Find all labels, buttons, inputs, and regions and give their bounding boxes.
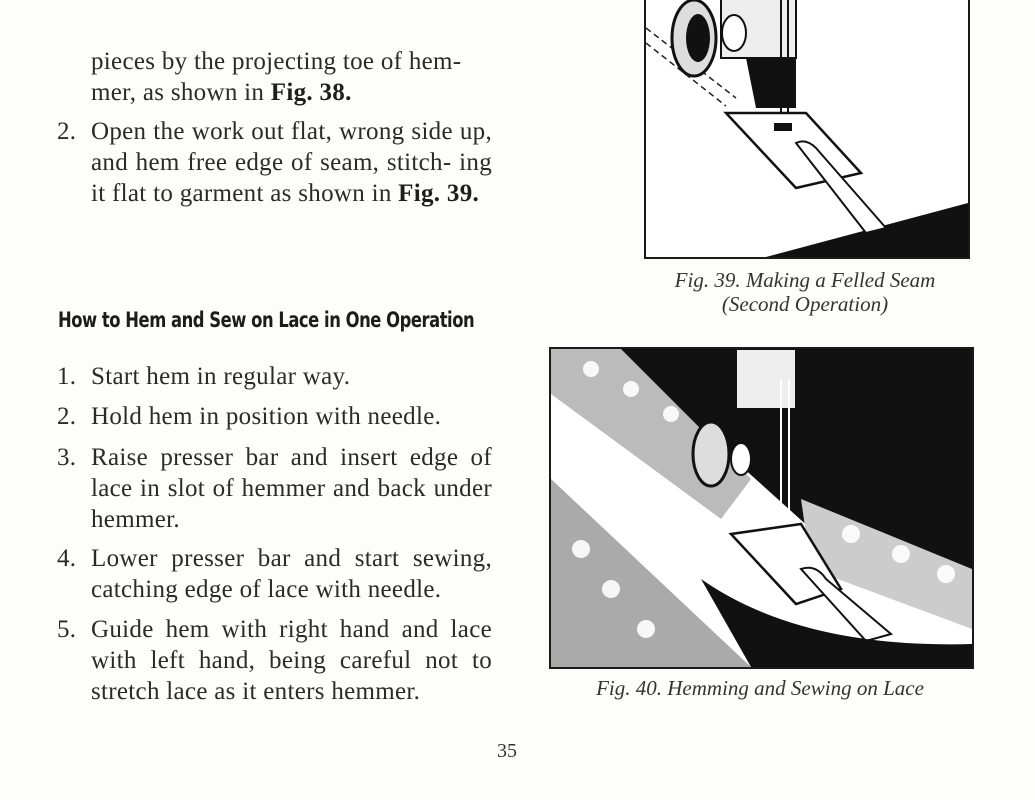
lace-step-4: 4. Lower presser bar and start sewing, catching edge of lace with needle. (57, 545, 492, 603)
section-heading: How to Hem and Sew on Lace in One Operation (58, 308, 475, 332)
felled-seam-step-2: 2. Open the work out flat, wrong side up, and hem free edge of seam, stitch- ing it flat to garment as shown in Fig. 39. (57, 118, 492, 207)
lace-step-2: 2. Hold hem in position with needle. (57, 403, 442, 430)
lace-step-3: 3. Raise presser bar and insert edge of lace in slot of hemmer and back under hemmer. (57, 444, 492, 533)
fig-40-illustration (549, 347, 974, 669)
lace-hemming-drawing (551, 349, 972, 667)
fig-39-reference: Fig. 39. (398, 180, 480, 207)
fig-39-illustration (644, 0, 970, 259)
felled-seam-drawing (646, 0, 968, 257)
fig-38-reference: Fig. 38. (270, 79, 352, 106)
lace-step-1: 1. Start hem in regular way. (57, 363, 351, 390)
lace-step-5: 5. Guide hem with right hand and lace with left hand, being careful not to stretch lace as it enters hemmer. (57, 616, 492, 705)
page-number: 35 (497, 740, 517, 762)
intro-text: pieces by the projecting toe of hem- mer, as shown in Fig. 38. (91, 48, 462, 106)
fig-39-caption: Fig. 39. Making a Felled Seam (Second Operation) (674, 268, 936, 316)
fig-40-caption: Fig. 40. Hemming and Sewing on Lace (596, 676, 924, 700)
